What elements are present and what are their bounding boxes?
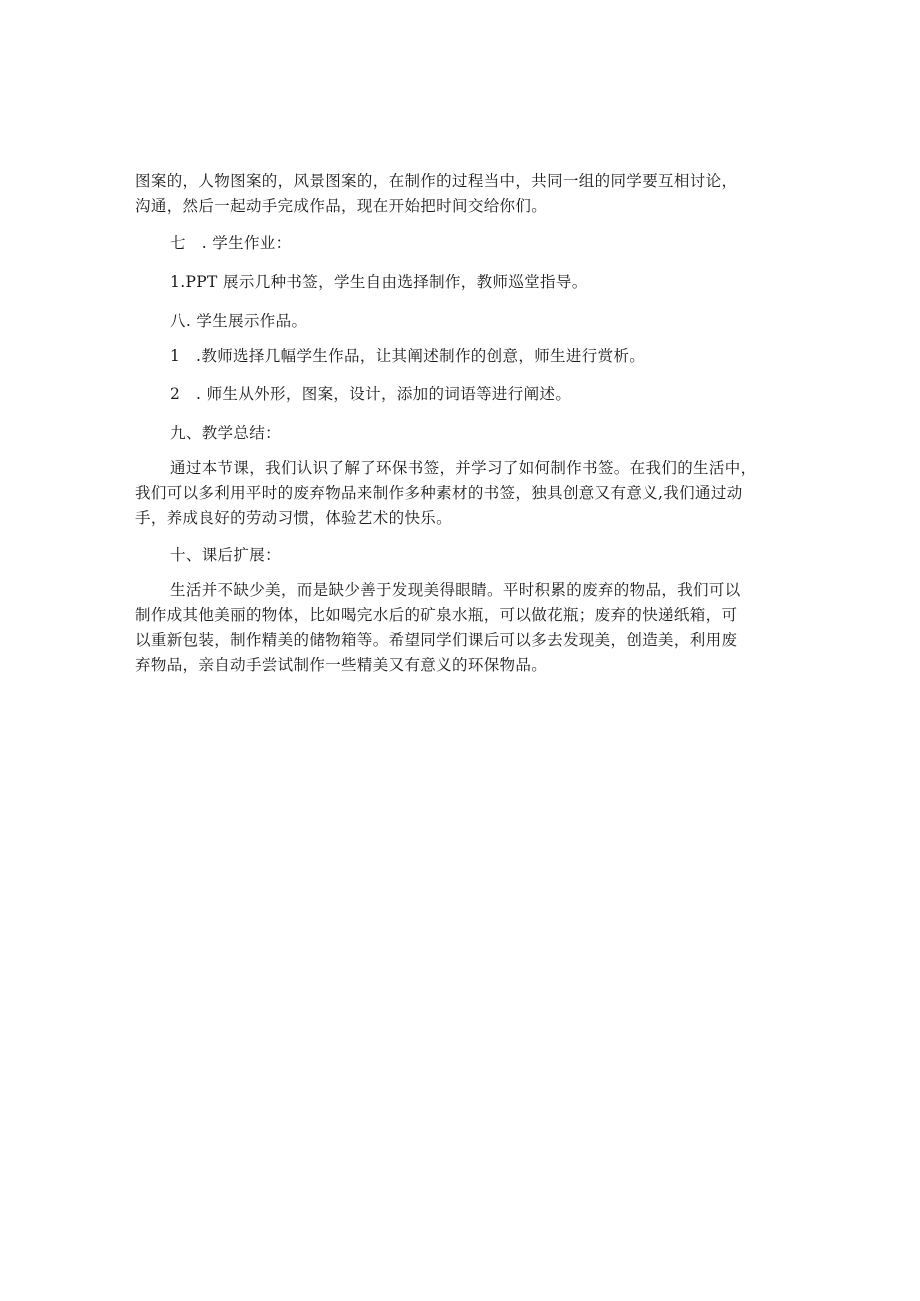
paragraph-line: 以重新包装，制作精美的储物箱等。希望同学们课后可以多去发现美，创造美，利用废 [135, 631, 738, 649]
paragraph-line: 沟通，然后一起动手完成作品，现在开始把时间交给你们。 [135, 197, 548, 215]
paragraph-line: 弃物品，亲自动手尝试制作一些精美又有意义的环保物品。 [135, 656, 548, 674]
paragraph-line: 通过本节课，我们认识了解了环保书签，并学习了如何制作书签。在我们的生活中， [170, 459, 757, 477]
section-heading: 九、教学总结： [170, 424, 281, 442]
paragraph-line: 图案的，人物图案的，风景图案的，在制作的过程当中，共同一组的同学要互相讨论， [135, 172, 738, 190]
list-item: 2 . 师生从外形，图案，设计，添加的词语等进行阐述。 [170, 385, 572, 403]
paragraph-line: 制作成其他美丽的物体，比如喝完水后的矿泉水瓶，可以做花瓶；废弃的快递纸箱，可 [135, 606, 738, 624]
paragraph-line: 手，养成良好的劳动习惯，体验艺术的快乐。 [135, 509, 453, 527]
section-heading: 八. 学生展示作品。 [170, 312, 308, 330]
list-item: 1.PPT 展示几种书签，学生自由选择制作，教师巡堂指导。 [170, 273, 588, 291]
section-heading: 十、课后扩展： [170, 546, 281, 564]
section-heading: 七 . 学生作业： [170, 234, 292, 252]
paragraph-line: 生活并不缺少美，而是缺少善于发现美得眼睛。平时积累的废弃的物品，我们可以 [170, 581, 741, 599]
paragraph-line: 我们可以多利用平时的废弃物品来制作多种素材的书签，独具创意又有意义,我们通过动 [135, 484, 743, 502]
list-item: 1 .教师选择几幅学生作品，让其阐述制作的创意，师生进行赏析。 [170, 347, 646, 365]
